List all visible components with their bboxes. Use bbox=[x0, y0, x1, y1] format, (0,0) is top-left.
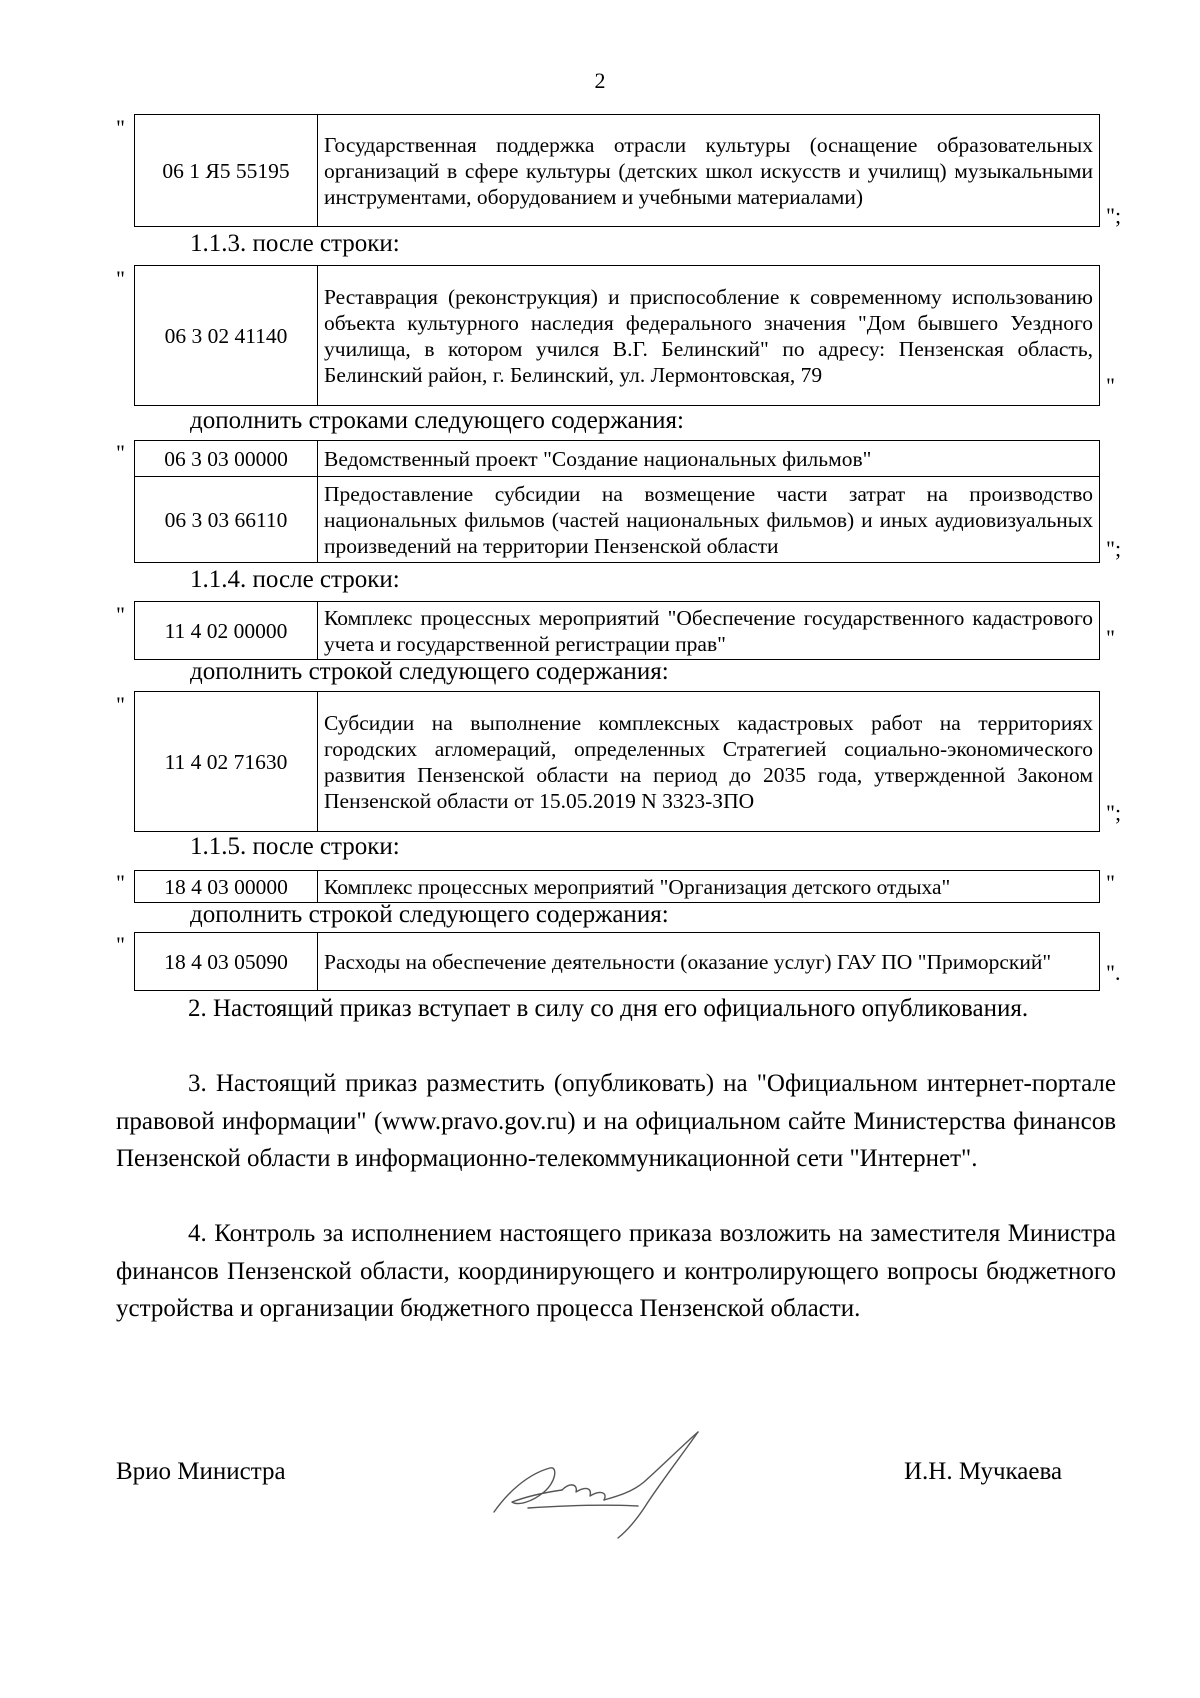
budget-code-table bbox=[134, 440, 1100, 563]
section-heading: дополнить строкой следующего содержания: bbox=[190, 658, 669, 685]
table-row bbox=[135, 115, 1100, 227]
table-row bbox=[135, 477, 1100, 563]
budget-description: Расходы на обеспечение деятельности (оказание услуг) ГАУ ПО "Приморский" bbox=[318, 933, 1100, 991]
budget-code: 06 3 02 41140 bbox=[135, 266, 318, 406]
budget-code: 11 4 02 71630 bbox=[135, 692, 318, 832]
budget-code-table bbox=[134, 114, 1100, 227]
open-quote: " bbox=[116, 440, 125, 465]
signatory-position: Врио Министра bbox=[116, 1458, 286, 1485]
section-heading: 1.1.3. после строки: bbox=[190, 230, 400, 257]
budget-code-table bbox=[134, 691, 1100, 832]
budget-code: 06 3 03 00000 bbox=[135, 441, 318, 477]
close-quote: ". bbox=[1106, 960, 1121, 985]
close-quote: " bbox=[1106, 870, 1115, 895]
budget-code-table bbox=[134, 601, 1100, 660]
close-quote: " bbox=[1106, 625, 1115, 650]
table-row bbox=[135, 441, 1100, 477]
signatory-name: И.Н. Мучкаева bbox=[904, 1458, 1063, 1485]
open-quote: " bbox=[116, 692, 125, 717]
paragraph-publication: 3. Настоящий приказ разместить (опубликовать) на "Официальном интернет-портале правовой информации" (www.pravo.gov.ru) и на официальном сайте Министерства финансов Пензенской области в информационно-телекоммуникационной сети "Интернет". bbox=[116, 1070, 1116, 1172]
table-row bbox=[135, 602, 1100, 660]
budget-description: Ведомственный проект "Создание национальных фильмов" bbox=[318, 441, 1100, 477]
close-quote: "; bbox=[1106, 203, 1122, 228]
close-quote: "; bbox=[1106, 800, 1122, 825]
table-row bbox=[135, 871, 1100, 903]
budget-code: 06 3 03 66110 bbox=[135, 477, 318, 563]
budget-description: Реставрация (реконструкция) и приспособление к современному использованию объекта культурного наследия федерального значения "Дом бывшего Уездного училища, в котором учился В.Г. Белинский" по адресу: Пензенская область, Белинский район, г. Белинский, ул. Лермонтовская, 79 bbox=[318, 266, 1100, 406]
budget-code-table bbox=[134, 870, 1100, 903]
open-quote: " bbox=[116, 870, 125, 895]
budget-code-table bbox=[134, 265, 1100, 406]
budget-description: Комплекс процессных мероприятий "Обеспечение государственного кадастрового учета и государственной регистрации прав" bbox=[318, 602, 1100, 660]
budget-code: 18 4 03 05090 bbox=[135, 933, 318, 991]
paragraph-control: 4. Контроль за исполнением настоящего приказа возложить на заместителя Министра финансов Пензенской области, координирующего и контролирующего вопросы бюджетного устройства и организации бюджетного процесса Пензенской области. bbox=[116, 1220, 1116, 1322]
section-heading: дополнить строкой следующего содержания: bbox=[190, 901, 669, 928]
open-quote: " bbox=[116, 266, 125, 291]
close-quote: "; bbox=[1106, 536, 1122, 561]
budget-code-table bbox=[134, 932, 1100, 991]
budget-code: 06 1 Я5 55195 bbox=[135, 115, 318, 227]
section-heading: 1.1.5. после строки: bbox=[190, 833, 400, 860]
open-quote: " bbox=[116, 602, 125, 627]
budget-description: Предоставление субсидии на возмещение части затрат на производство национальных фильмов (частей национальных фильмов) и иных аудиовизуальных произведений на территории Пензенской области bbox=[318, 477, 1100, 563]
budget-code: 18 4 03 00000 bbox=[135, 871, 318, 903]
budget-description: Субсидии на выполнение комплексных кадастровых работ на территориях городских агломераций, определенных Стратегией социально-экономического развития Пензенской области на период до 2035 года, утвержденной Законом Пензенской области от 15.05.2019 N 3323-ЗПО bbox=[318, 692, 1100, 832]
budget-code: 11 4 02 00000 bbox=[135, 602, 318, 660]
close-quote: " bbox=[1106, 373, 1115, 398]
table-row bbox=[135, 266, 1100, 406]
handwritten-signature bbox=[488, 1422, 718, 1542]
table-row bbox=[135, 692, 1100, 832]
budget-description: Государственная поддержка отрасли культуры (оснащение образовательных организаций в сфере культуры (детских школ искусств и училищ) музыкальными инструментами, оборудованием и учебными материалами) bbox=[318, 115, 1100, 227]
section-heading: 1.1.4. после строки: bbox=[190, 566, 400, 593]
paragraph-effective-date: 2. Настоящий приказ вступает в силу со дня его официального опубликования. bbox=[188, 995, 1029, 1022]
open-quote: " bbox=[116, 932, 125, 957]
page-number: 2 bbox=[594, 68, 606, 93]
table-row bbox=[135, 933, 1100, 991]
open-quote: " bbox=[116, 115, 125, 140]
budget-description: Комплекс процессных мероприятий "Организация детского отдыха" bbox=[318, 871, 1100, 903]
section-heading: дополнить строками следующего содержания: bbox=[190, 407, 684, 434]
